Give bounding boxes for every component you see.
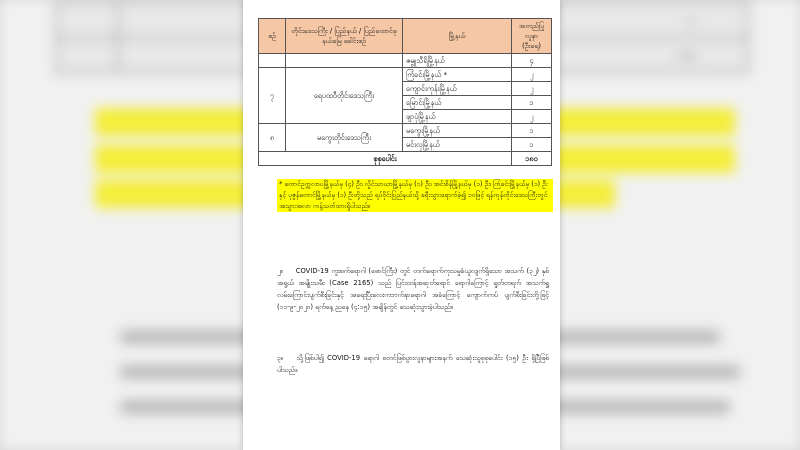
- highlighted-footnote: * တောင်ဥက္ကလာပမြို့နယ်မှ (၄) ဦး၊ လှိုင်သာယာမြို့နယ်မှ (၁) ဦး၊ အင်းစိန်မြို့နယ်မှ (၁) ဦး၊ ကြံခင်းမြို့နယ်မှ (၁) ဦးနှင့် ပုဇွန်တောင်မြို့နယ်မှ (၁) ဦးတို့သည် ရပ်ဝိုင်းပြည်နယ်သို့ ခရီးသွားရောက်ခဲ့၍ ၁၀ဖြင့် ရန်ကုန်တိုင်းဒေသကြီးတွင် အသွားအလာ ကန့်သတ်ထားရှိပါသည်။: [277, 179, 553, 212]
- table-row: [259, 124, 552, 138]
- document-page: [243, 0, 560, 450]
- table-total-row: [259, 152, 552, 166]
- cell-no: ၈: [259, 124, 286, 152]
- total-value: ၁၈၀: [512, 152, 552, 166]
- cell-region: မကွေးတိုင်းဒေသကြီး: [286, 124, 403, 152]
- header-no: စဉ်: [259, 19, 286, 54]
- cell-count: ၄: [512, 54, 552, 68]
- background-total: ၁၈၀: [677, 48, 698, 62]
- cell-no: ၇: [259, 68, 286, 124]
- paragraph-2: [277, 265, 549, 313]
- cell-township: ဇမ္ဗူသီရိမြို့နယ်: [403, 54, 512, 68]
- paragraph-3: [277, 352, 549, 376]
- cell-no: [259, 54, 286, 68]
- cell-township: ကျောင်းကုန်းမြို့နယ်: [403, 82, 512, 96]
- cell-township: မင်းလှမြို့နယ်: [403, 138, 512, 152]
- paragraph-number: ၂။: [277, 267, 283, 275]
- cell-count: ၁: [512, 138, 552, 152]
- total-label: စုစုပေါင်း: [259, 152, 512, 166]
- cell-region: [286, 54, 403, 68]
- header-count: အတည်ပြုလူနာ (ဦးရေ): [512, 19, 552, 54]
- cell-count: ၂: [512, 68, 552, 82]
- background-value: ၁: [687, 13, 694, 27]
- cell-township: မကွေးမြို့နယ်: [403, 124, 512, 138]
- cases-table: [258, 18, 552, 166]
- paragraph-number: ၃။: [277, 354, 283, 362]
- header-region: တိုင်းဒေသကြီး / ပြည်နယ် / ပြည်ထောင်စုနယ်မြေ ခေါင်းစဉ်: [286, 19, 403, 54]
- paragraph-text: COVID-19 ကူးစက်ရောဂါ (ဓောင်ကြီး) တွင် တက်ရောက်ကုသမှုခံယူလျက်ရှိသော အသက် (၃၂) နှစ်အရွယ် အမျိုးသမီး (Case 2165) သည် ပြင်းထန်အဆုတ်ရောင် ရောဂါကြောင့် ရှုတ်တရက် အသက်ရှူလမ်းကြောင်းပျက်စီးခြင်းနှင့် အရေးပြီးလေးကဘက်နာရောဂါ အခံကြောင့် ကျောက်ကပ် ပျက်စီးခြင်းတို့ဖြင့် (၁၁-၉-၂၀၂၀) ရက်နေ့ ညနေ (၄:၁၅) အချိန်တွင် သေဆုံးသွားခဲ့ပါသည်။: [277, 267, 549, 311]
- table-row: [259, 54, 552, 68]
- cell-region: ရေပထဝီတိုင်းဒေသကြီး: [286, 68, 403, 124]
- cell-count: ၁: [512, 96, 552, 110]
- cell-township: ဖျာပုံမြို့နယ်: [403, 110, 512, 124]
- cell-township: ကြံခင်းမြို့နယ် *: [403, 68, 512, 82]
- table-header-row: [259, 19, 552, 54]
- cell-township: မြောင်းမြို့နယ်: [403, 96, 512, 110]
- table-row: [259, 68, 552, 82]
- cell-count: ၂: [512, 110, 552, 124]
- cell-count: ၁: [512, 124, 552, 138]
- cell-count: ၂: [512, 82, 552, 96]
- paragraph-text: သို့ဖြစ်ပါ၍ COVID-19 ရောဂါ စတင်ဖြစ်ပွားလူနာများအနက် သေဆုံးသူစုစုပေါင်း (၁၅) ဦး ရှိပြီဖြစ်ပါသည်။: [277, 354, 549, 374]
- header-township: မြို့နယ်: [403, 19, 512, 54]
